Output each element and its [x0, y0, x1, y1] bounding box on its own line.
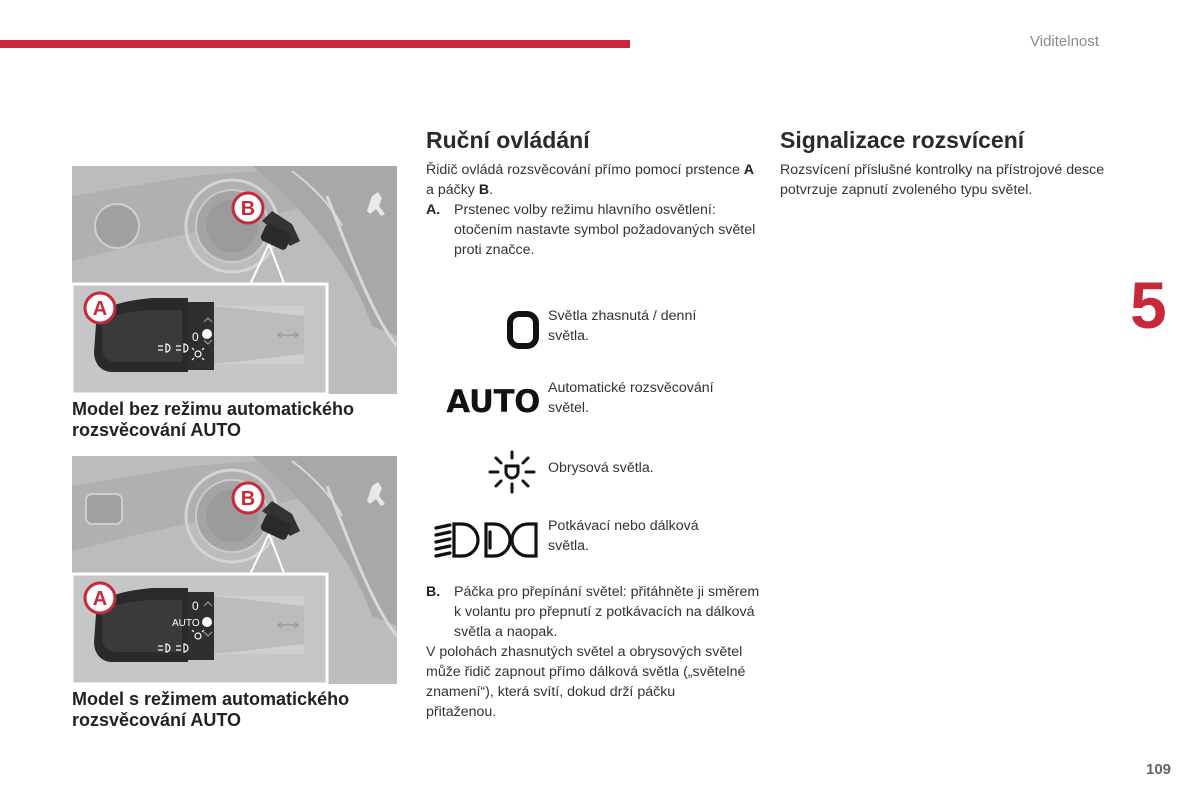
- manual-intro: [426, 160, 756, 200]
- stalk-off-mark: 0: [192, 330, 199, 344]
- chapter-number: 5: [1130, 268, 1167, 342]
- stalk-auto-mark: AUTO: [172, 618, 200, 629]
- flash-paragraph: V polohách zhasnutých světel a obrysových světel může řidič zapnout přímo dálková světla („světelné znamení“), která svítí, dokud drží páčku přitaženou.: [426, 644, 746, 720]
- heading-manual-control: Ruční ovládání: [426, 127, 590, 153]
- light-mode-label: Světla zhasnutá / denní světla.: [548, 308, 697, 344]
- light-mode-dipped-main: [430, 516, 750, 564]
- page-number: 109: [1146, 761, 1172, 778]
- figure-stalk-with-auto: [72, 456, 397, 684]
- light-mode-label: Automatické rozsvěcování světel.: [548, 380, 714, 416]
- item-text: Prstenec volby režimu hlavního osvětlení: otočením nastavte symbol požadovaných světel proti značce.: [454, 202, 756, 258]
- intro-ref-b: B: [478, 182, 490, 198]
- item-a: [426, 200, 766, 260]
- light-mode-off: [430, 306, 750, 354]
- intro-text: Řidič ovládá rozsvěcování přímo pomocí prstence: [426, 162, 744, 178]
- figure-caption: Model bez režimu automatického rozsvěcování AUTO: [72, 399, 355, 440]
- light-mode-sidelights: [430, 448, 750, 496]
- light-mode-auto: [430, 378, 750, 426]
- zero-icon: [430, 306, 540, 354]
- item-key: B.: [426, 584, 441, 600]
- dipped-main-beam-icon: [430, 516, 540, 564]
- callout-b: B: [240, 198, 256, 220]
- heading-signalling: Signalizace rozsvícení: [780, 127, 1025, 153]
- intro-ref-a: A: [743, 162, 755, 178]
- light-mode-label: Obrysová světla.: [548, 460, 654, 476]
- sidelights-icon: [430, 448, 540, 496]
- section-name: Viditelnost: [1030, 33, 1099, 50]
- figure-stalk-without-auto: [72, 166, 397, 394]
- item-key: A.: [426, 202, 441, 218]
- item-text: Páčka pro přepínání světel: přitáhněte ji směrem k volantu pro přepnutí z potkávacích na dálková světla a naopak.: [454, 584, 760, 640]
- item-b: [426, 582, 766, 642]
- auto-text: AUTO: [446, 384, 540, 420]
- intro-text: a páčky: [426, 182, 479, 198]
- stalk-illustration: [72, 456, 397, 684]
- light-mode-label: Potkávací nebo dálková světla.: [548, 518, 699, 554]
- top-accent-bar: [0, 40, 630, 48]
- callout-a: A: [92, 588, 108, 610]
- signalling-text: Rozsvícení příslušné kontrolky na přístrojové desce potvrzuje zapnutí zvoleného typu světel.: [780, 162, 1105, 198]
- callout-b: B: [240, 488, 256, 510]
- stalk-illustration: [72, 166, 397, 394]
- stalk-off-mark: 0: [192, 599, 199, 613]
- auto-symbol: [430, 378, 540, 426]
- figure-caption: Model s režimem automatického rozsvěcování AUTO: [72, 689, 350, 730]
- callout-a: A: [92, 298, 108, 320]
- intro-text: .: [489, 182, 494, 198]
